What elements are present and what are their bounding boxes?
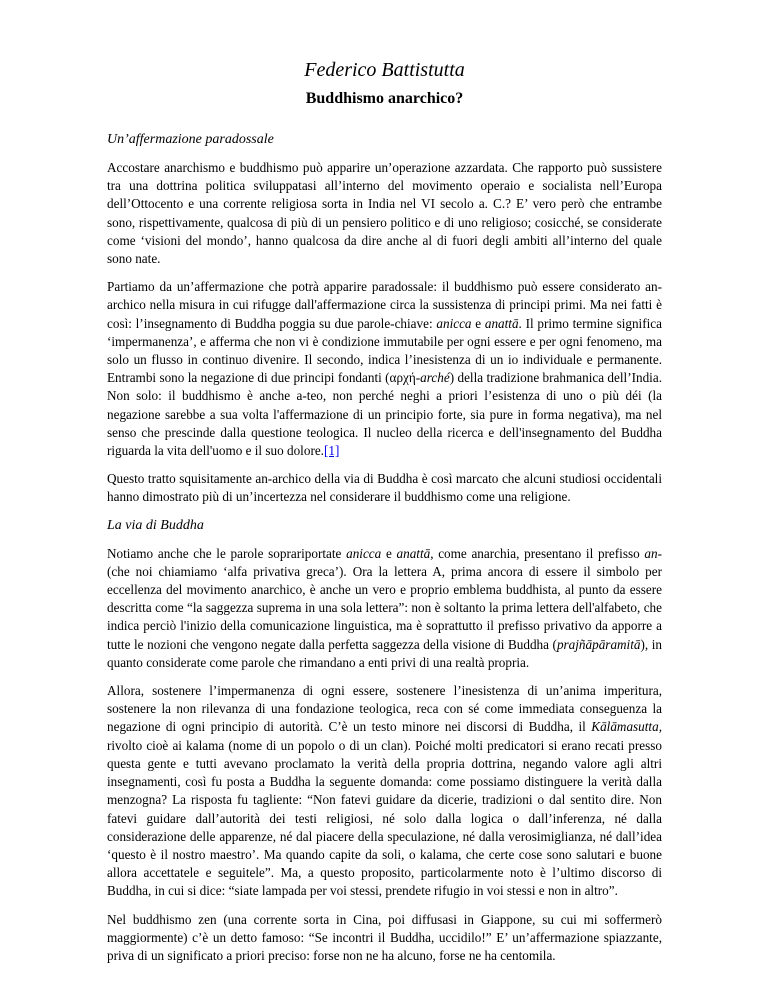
paragraph: Allora, sostenere l’impermanenza di ogni essere, sostenere l’inesistenza di un’anima imperitura, sostenere la non rilevanza di una fondazione teologica, reca con sé come immediata conseguenza la negazione di ogni principio di autorità. C’è un testo minore nei discorsi di Buddha, il Kālāmasutta, rivolto cioè ai kalama (nome di un popolo o di un clan). Poiché molti predicatori si erano recati presso questa gente e tutti avevano proclamato la verità della propria dottrina, negando valore agli altri insegnamenti, così fu posta a Buddha la seguente domanda: come possiamo distinguere la verità dalla menzogna? La risposta fu tagliente: “Non fatevi guidare da dicerie, tradizioni o dal sentito dire. Non fatevi guidare dall’autorità dei testi religiosi, né solo dalla logica o dall’inferenza, né dalla considerazione delle apparenze, né dal piacere della speculazione, né dalla verosimiglianza, né dall’idea ‘questo è il nostro maestro’. Ma quando capite da soli, o kalama, che certe cose sono salutari e buone allora accettatele e seguitele”. Ma, a questo proposito, particolarmente noto è l’ultimo discorso di Buddha, in cui si dice: “siate lampada per voi stessi, prendete rifugio in voi stessi e non in altro”. [107,683,662,899]
document-page [107,58,662,975]
section-heading: Un’affermazione paradossale [107,132,274,147]
italic-term: an- [644,545,662,561]
paragraph: Notiamo anche che le parole soprariportate anicca e anattā, come anarchia, presentano il prefisso an- (che noi chiamiamo ‘alfa privativa greca’). Ora la lettera A, prima ancora di essere il simbolo per eccellenza del movimento anarchico, è anche un vero e proprio emblema buddhista, al punto da essere descritta come “la saggezza suprema in una sola lettera”: non è soltanto la prima lettera dell'alfabeto, che indica perciò l'inizio della comunicazione linguistica, ma è soprattutto il prefisso privativo da apporre a tutte le nozioni che vengono negate dalla perfetta saggezza della visione di Buddha (prajñāpāramitā), in quanto considerate come parole che rimandano a enti privi di una realtà propria. [107,545,663,670]
document-title: Buddhismo anarchico? [305,90,464,107]
paragraph: Nel buddhismo zen (una corrente sorta in Cina, poi diffusasi in Giappone, su cui mi soffermerò maggiormente) c’è un detto famoso: “Se incontri il Buddha, uccidilo!” E’ un’affermazione spiazzante, priva di un significato a priori preciso: forse non ne ha alcuno, forse ne ha centomila. [107,911,662,963]
paragraph: Partiamo da un’affermazione che potrà apparire paradossale: il buddhismo può essere considerato an-archico nella misura in cui rifugge dall'affermazione circa la sussistenza di principi primi. Ma nei fatti è così: l’insegnamento di Buddha poggia su due parole-chiave: anicca e anattā. Il primo termine significa ‘impermanenza’, e afferma che non vi è condizione immutabile per ogni essere e per ogni fenomeno, ma solo un flusso in continuo divenire. Il secondo, indica l’inesistenza di un io individuale e permanente. Entrambi sono la negazione di due principi fondanti (αρχή-arché) della tradizione brahmanica dell’India. Non solo: il buddhismo è anche a-teo, non perché neghi a priori l’esistenza di uno o più déi (la negazione sarebbe a sua volta l'affermazione di un principio forte, sia pure in forma negativa), ma nel senso che prescinde dalla questione teologica. Il nucleo della ricerca e dell'insegnamento del Buddha riguarda la vita dell'uomo e il suo dolore.[1] [107,279,662,459]
italic-term: anicca [436,315,472,331]
italic-term: prajñāpāramitā [556,636,641,652]
footnote-link[interactable]: [1] [323,443,340,459]
italic-term: anattā [484,315,519,331]
author-name: Federico Battistutta [304,59,465,81]
paragraph: Accostare anarchismo e buddhismo può apparire un’operazione azzardata. Che rapporto può sussistere tra una dottrina politica sviluppatasi all’interno del movimento operaio e socialista nell’Europa dell’Ottocento e una corrente religiosa sorta in India nel VI secolo a. C.? E’ vero però che entrambe sono, rispettivamente, qualcosa di più di un pensiero politico e di uno religioso; cosicché, se considerate come ‘visioni del mondo’, hanno qualcosa da dire anche al di fuori degli ambiti all’interno del quale sono nate. [107,160,662,267]
italic-term: Kālāmasutta, [591,719,662,735]
paragraph: Questo tratto squisitamente an-archico della via di Buddha è così marcato che alcuni studiosi occidentali hanno dimostrato più di un’incertezza nel considerare il buddhismo come una religione. [107,471,662,505]
italic-term: anattā [396,545,431,561]
italic-term: arché [420,370,450,386]
section-heading: La via di Buddha [107,517,204,533]
document-body [107,131,662,965]
italic-term: anicca [346,545,382,561]
